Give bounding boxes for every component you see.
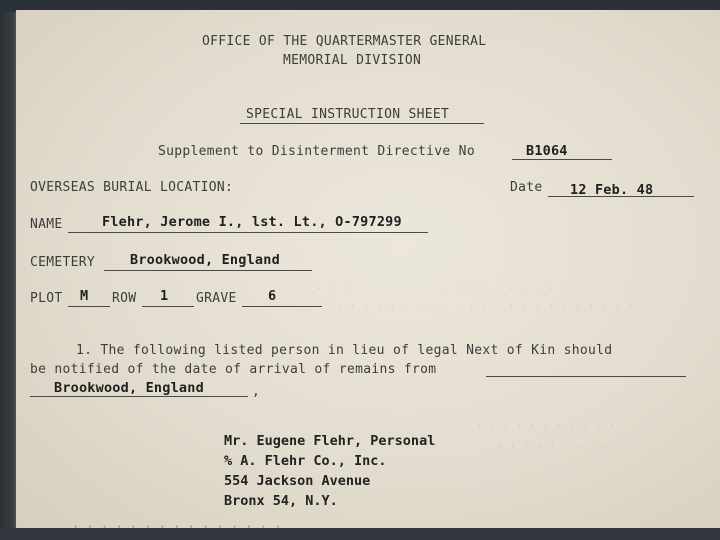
- cemetery-line: [104, 270, 312, 271]
- name-value: Flehr, Jerome I., lst. Lt., O-797299: [102, 214, 402, 230]
- bottom-frame: [0, 528, 720, 540]
- division-heading: MEMORIAL DIVISION: [283, 53, 422, 68]
- row-label: ROW: [112, 291, 137, 306]
- plot-label: PLOT: [30, 291, 63, 306]
- address-line-4: Bronx 54, N.Y.: [224, 493, 338, 509]
- office-heading: OFFICE OF THE QUARTERMASTER GENERAL: [202, 34, 487, 49]
- name-label: NAME: [30, 217, 63, 232]
- row-value: 1: [160, 288, 169, 304]
- grave-value: 6: [268, 288, 277, 304]
- instruction-trailing: ,: [252, 384, 261, 399]
- from-line: [30, 396, 248, 397]
- address-line-1: Mr. Eugene Flehr, Personal: [224, 433, 436, 449]
- from-line-top: [486, 376, 686, 377]
- supplement-label: Supplement to Disinterment Directive No: [158, 144, 475, 159]
- address-line-2: % A. Flehr Co., Inc.: [224, 453, 387, 469]
- instruction-line-2: be notified of the date of arrival of remains from: [30, 362, 437, 377]
- supplement-number-line: [512, 159, 612, 160]
- sheet-title: SPECIAL INSTRUCTION SHEET: [246, 107, 450, 122]
- plot-line: [68, 306, 110, 307]
- bleed-through-text: · · · · · · · · ·: [496, 440, 609, 453]
- date-label: Date: [510, 180, 543, 195]
- cemetery-value: Brookwood, England: [130, 252, 280, 268]
- cut-off-text: · · · · · · · · · · · · · · ·: [72, 520, 282, 528]
- bleed-through-text: · · · · · · · · · · ·: [476, 420, 616, 433]
- grave-line: [242, 306, 322, 307]
- from-value: Brookwood, England: [54, 380, 204, 396]
- date-line: [548, 196, 694, 197]
- document-page: [16, 10, 720, 528]
- grave-label: GRAVE: [196, 291, 237, 306]
- location-label: OVERSEAS BURIAL LOCATION:: [30, 180, 234, 195]
- name-line: [68, 232, 428, 233]
- bleed-through-text: · · · · · · · · · · · · · · · · · · · · · · ·: [336, 300, 635, 313]
- bleed-through-text: · · · · · · · · · · · · · · · · ·: [316, 282, 581, 295]
- instruction-line-1: 1. The following listed person in lieu of legal Next of Kin should: [76, 343, 613, 358]
- supplement-number: B1064: [526, 143, 568, 159]
- date-value: 12 Feb. 48: [570, 182, 654, 198]
- row-line: [142, 306, 194, 307]
- cemetery-label: CEMETERY: [30, 255, 96, 270]
- plot-value: M: [80, 288, 89, 304]
- sheet-title-underline: [240, 123, 484, 124]
- address-line-3: 554 Jackson Avenue: [224, 473, 371, 489]
